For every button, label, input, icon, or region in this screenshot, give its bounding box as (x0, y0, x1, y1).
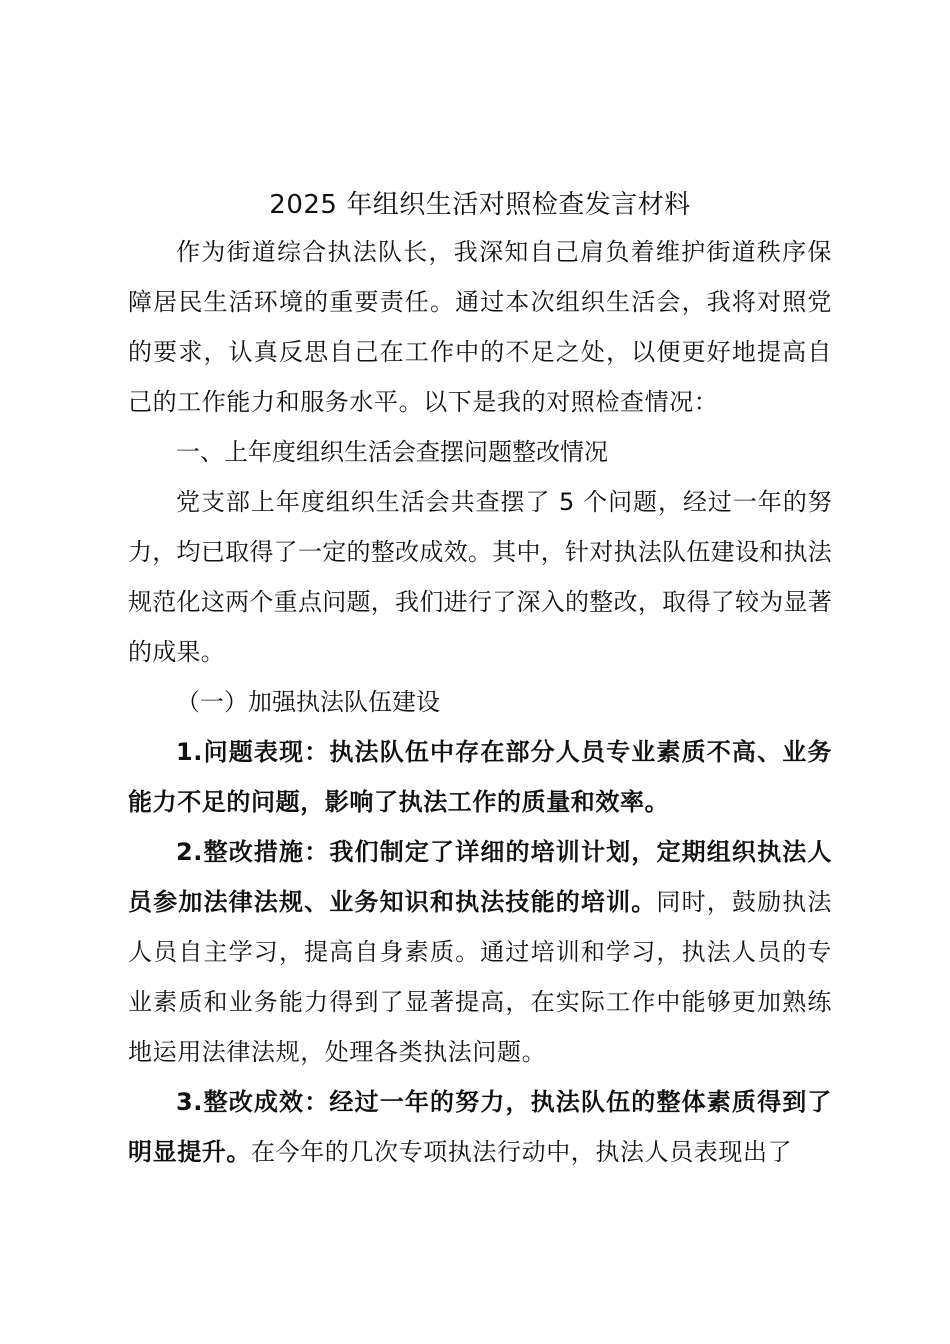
intro-paragraph: 作为街道综合执法队长，我深知自己肩负着维护街道秩序保障居民生活环境的重要责任。通过本次组织生活会，我将对照党的要求，认真反思自己在工作中的不足之处，以便更好地提高自己的工作能力和服务水平。以下是我的对照检查情况： (128, 238, 832, 416)
item-2-text: 同时，鼓励执法人员自主学习，提高自身素质。通过培训和学习，执法人员的专业素质和业务能力得到了显著提高，在实际工作中能够更加熟练地运用法律法规，处理各类执法问题。 (128, 888, 832, 1066)
item-1-paragraph (128, 727, 832, 827)
section-heading-1: 一、上年度组织生活会查摆问题整改情况 (176, 438, 608, 466)
document-title: 2025 年组织生活对照检查发言材料 (269, 190, 691, 220)
item-3-text: 在今年的几次专项执法行动中，执法人员表现出了 (251, 1138, 793, 1166)
subsection-heading-1: （一）加强执法队伍建设 (176, 688, 440, 716)
item-2-paragraph (128, 827, 832, 1077)
item-3-bold-text: 3.整改成效：经过一年的努力，执法队伍的整体素质得到了明显提升。 (128, 1088, 832, 1166)
section-1-paragraph: 党支部上年度组织生活会共查摆了 5 个问题，经过一年的努力，均已取得了一定的整改成效。其中，针对执法队伍建设和执法规范化这两个重点问题，我们进行了深入的整改，取得了较为显著的成果。 (128, 488, 832, 666)
item-3-paragraph (128, 1077, 832, 1177)
item-1-bold-text: 1.问题表现：执法队伍中存在部分人员专业素质不高、业务能力不足的问题，影响了执法工作的质量和效率。 (128, 738, 832, 816)
item-2-bold-text: 2.整改措施：我们制定了详细的培训计划，定期组织执法人员参加法律法规、业务知识和执法技能的培训。 (128, 838, 832, 916)
document-body (128, 183, 832, 1177)
